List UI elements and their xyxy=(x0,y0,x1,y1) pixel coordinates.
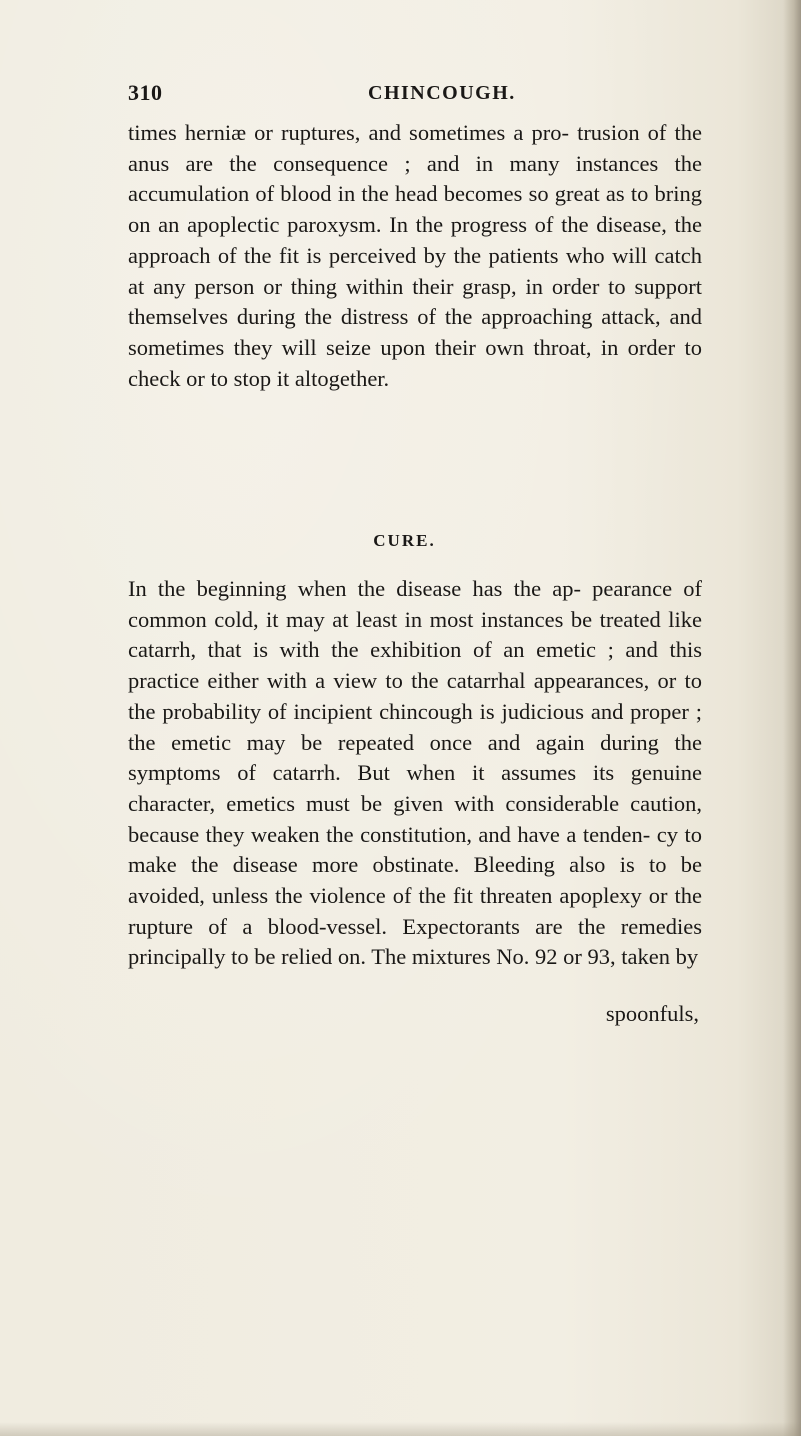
catchword: spoonfuls, xyxy=(605,1001,699,1026)
page-number: 310 xyxy=(128,80,163,105)
page-bottom-shadow xyxy=(0,1422,801,1436)
body-paragraph-2: In the beginning when the disease has the ap- pearance of common cold, it may at least in most instances be treated like catarrh, that is with the exhibition of an emetic ; and this practice either with a view to the catarrhal appearances, or to the probability of incipient chincough is judicious and proper ; the emetic may be repeated once and again during the symptoms of catarrh. But when it assumes its genuine character, emetics must be given with considerable caution, because they weaken the constitution, and have a tenden- cy to make the disease more obstinate. Bleeding also is to be avoided, unless the violence of the fit threaten apoplexy or the rupture of a blood-vessel. Expectorants are the remedies principally to be relied on. The mixtures No. 92 or 93, taken by xyxy=(128,576,702,970)
section-heading-cure: CURE. xyxy=(373,531,436,550)
body-paragraph-1: times herniæ or ruptures, and sometimes a pro- trusion of the anus are the consequence ; and in many instances the accumulation of blood in the head becomes so great as to bring on an apoplectic paroxysm. In the progress of the disease, the approach of the fit is perceived by the patients who will catch at any person or thing within their grasp, in order to support themselves during the distress of the approaching attack, and sometimes they will seize upon their own throat, in order to check or to stop it altogether. xyxy=(128,120,702,391)
page-header xyxy=(128,80,688,110)
page-edge-shadow xyxy=(783,0,801,1436)
running-head: CHINCOUGH. xyxy=(368,82,516,104)
